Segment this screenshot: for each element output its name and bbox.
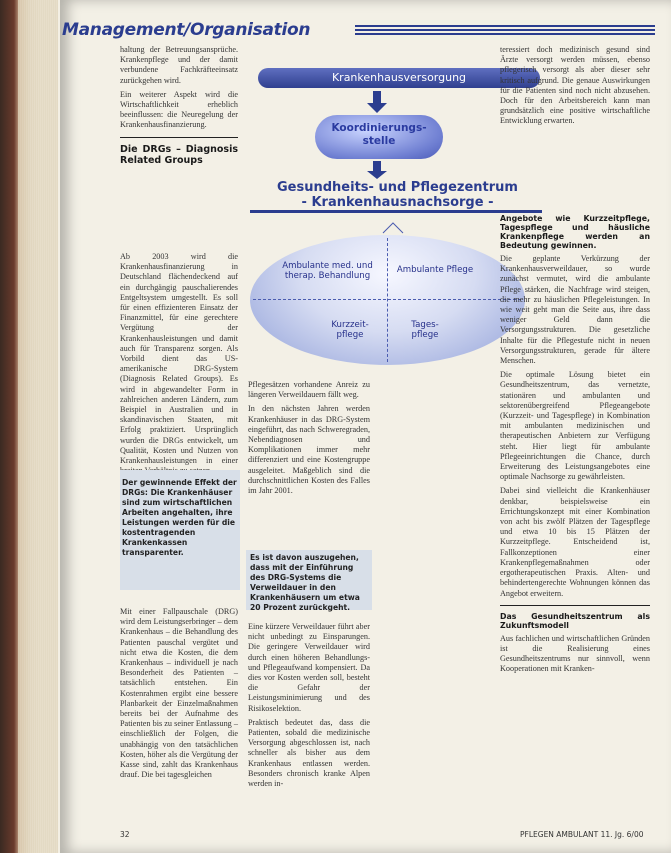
col3-paragraph-4: Dabei sind vielleicht die Krankenhäuser denkbar, beispielsweise ein Errichtungskonzept mit einer Kombination von acht bis zwölf Plätzen der Tagespflege und etwa 10 bis 15 Plätzen der Kurzzeitpflege. Entscheidend ist, Fallkonzeptionen einer Krankenpflegemaßnahmen oder ergotherapeutischen Praxis. Alten- und behindertengerechte Wohnungen können das Angebot erweitern. bbox=[500, 486, 650, 598]
page-number: 32 bbox=[120, 830, 130, 839]
arrow-up bbox=[383, 223, 403, 233]
column-1-top bbox=[120, 45, 238, 170]
col2-paragraph-2: In den nächsten Jahren werden Krankenhäuser in das DRG-System eingeführt, das nach Schweregraden, Nebendiagnosen und Komplikationen immer mehr differenziert und eine Kostengruppe ausgeleitet. Maßgeblich sind die durchschnittlichen Kosten des Falles im Jahr 2001. bbox=[248, 404, 370, 496]
col1-paragraph-2: Ein weiterer Aspekt wird die Wirtschaftlichkeit erheblich beeinflussen: die Neuregelung der Krankenhausfinanzierung. bbox=[120, 89, 238, 130]
col1-subheading-drg: Die DRGs – Diagnosis Related Groups bbox=[120, 143, 238, 166]
col3-paragraph-2: Die geplante Verkürzung der Krankenhausverweildauer, so wurde zunächst vermutet, wird die ambulante Pflege stärken, die Nachfrage wird steigen, die mehr zu häuslichen Pflegeleistungen. In wie weit geht man die Seite aus, ihre dass weniger Geld dann die Versorgungsstrukturen. Die gesetzliche Inhalte für die Pflegestufe nicht in neuen Versorgungsstrukturen, gerade für ältere Menschen. bbox=[500, 254, 650, 366]
center-line2: - Krankenhausnachsorge - bbox=[301, 195, 494, 210]
section-title: Management/Organisation bbox=[62, 20, 311, 40]
col1-highlight-text: Der gewinnende Effekt der DRGs: Die Krankenhäuser sind zum wirtschaftlichen Arbeiten angehalten, ihre Leistungen werden für die kostentragenden Krankenkassen transparenter. bbox=[122, 478, 237, 557]
col3-paragraph-5: Aus fachlichen und wirtschaftlichen Gründen ist die Realisierung eines Gesundheitszentrums nur sinnvoll, wenn Kooperationen mit Kranken- bbox=[500, 633, 650, 674]
ellipse-divider-horizontal bbox=[253, 299, 521, 300]
col3-subheading-future: Das Gesundheitszentrum als Zukunftsmodell bbox=[500, 611, 650, 630]
diagram-rule bbox=[250, 210, 542, 213]
ellipse-divider-vertical bbox=[387, 238, 388, 362]
coord-line2: stelle bbox=[362, 135, 396, 147]
quadrant-day-care: Tages-pflege bbox=[411, 320, 439, 340]
column-3-top bbox=[500, 45, 650, 205]
col3-paragraph-3: Die optimale Lösung bietet ein Gesundheitszentrum, das vernetzte, stationären und ambulanten und sektorenübergreifend Pflegeangebote (Kurzzeit- und Tagespflege) in Kombination mit ambulanten medizinischen und therapeutischen Anbietern zur Verfügung steht. Hier liegt für ambulante Pflegeeinrichtungen die Chance, durch Erweiterung des Leistungsangebotes eine optimale Nachsorge zu gewährleisten. bbox=[500, 370, 650, 482]
column-1-bottom bbox=[120, 607, 238, 822]
col3-rule bbox=[500, 605, 650, 606]
column-3-main bbox=[500, 210, 650, 830]
col3-paragraph-1: teressiert doch medizinisch gesund sind Ärzte versorgt werden müssen, ebenso pflegerisch versorgt als aber dieser sehr kritisch aufgrund. Die genaue Auswirkungen für die Patienten sind noch nicht abzusehen. Doch für den Arbeitsbereich kann man grundsätzlich eine positive wirtschaftliche Entwicklung erwarten. bbox=[500, 45, 650, 126]
col2-paragraph-4: Praktisch bedeutet das, dass die Patienten, sobald die medizinische Versorgung abgeschlossen ist, nach schneller als bisher aus dem Krankenhaus entlassen werden. Besonders chronisch kranke Alpen werden in- bbox=[248, 717, 370, 789]
quadrant-ambulant-treatment: Ambulante med. und therap. Behandlung bbox=[282, 261, 373, 281]
col2-paragraph-3: Eine kürzere Verweildauer führt aber nicht unbedingt zu Einsparungen. Die geringere Verweildauer wird durch einen höheren Behandlungs- und Pflegeaufwand kompensiert. Da dies vor Kosten werden soll, besteht die Gefahr der Leistungsminimierung und des Risikoselektion. bbox=[248, 622, 370, 713]
center-line1: Gesundheits- und Pflegezentrum bbox=[277, 180, 518, 195]
coord-line1: Koordinierungs- bbox=[331, 122, 427, 134]
column-1-drg-intro bbox=[120, 252, 238, 466]
hospital-care-bar: Krankenhausversorgung bbox=[258, 68, 540, 88]
column-2-top bbox=[248, 380, 370, 545]
journal-footer: PFLEGEN AMBULANT 11. Jg. 6/00 bbox=[520, 830, 644, 839]
col1-rule bbox=[120, 137, 238, 138]
col2-paragraph-1: Pflegesätzen vorhandene Anreiz zu längeren Verweildauern fällt weg. bbox=[248, 380, 370, 400]
quadrant-ambulant-care: Ambulante Pflege bbox=[396, 265, 474, 275]
quadrant-short-term-care: Kurzzeit-pflege bbox=[331, 320, 369, 340]
arrow-down-2 bbox=[367, 161, 387, 179]
col3-subheading-offers: Angebote wie Kurzzeitpflege, Tagespflege und häusliche Krankenpflege werden an Bedeutung gewinnen. bbox=[500, 214, 650, 250]
col1-paragraph-4: Mit einer Fallpauschale (DRG) wird dem Leistungserbringer – dem Krankenhaus – die Behandlung des Patienten pauschal vergütet und nicht etwa die Kosten, die dem Krankenhaus – individuell je nach Besonderheit des Patienten – tatsächlich entstehen. Ein Kostenrahmen ergibt eine bessere Planbarkeit der Einzelmaßnahmen bereits bei der Aufnahme des Patienten bis zu seiner Entlassung – einschließlich der Folgen, die unabhängig von den tatsächlichen Kosten, höher als die Vergütung der Kasse sind, zahlt das Krankenhaus drauf. Die bei tagesgleichen bbox=[120, 607, 238, 780]
coordination-node bbox=[315, 115, 443, 159]
col1-paragraph-3: Ab 2003 wird die Krankenhausfinanzierung in Deutschland flächendeckend auf ein durchgängig pauschalierendes Entgeltsystem umgestellt. Es soll für einen effizienteren Einsatz der Finanzmittel, für eine gerechtere Vergütung der Krankenhausleistungen und damit auch für Transparenz sorgen. Als Vorbild dient das US-amerikanische DRG-System (Diagnosis Related Groups). Es wird in abgewandelter Form in zahlreichen anderen Ländern, zum Beispiel in Australien und in skandinavischen Staaten, mit Erfolg praktiziert. Ursprünglich wurden die DRGs entwickelt, um Qualität, Kosten und Nutzen von Krankenhausleistungen in einer bbox=[120, 252, 238, 466]
column-2-bottom bbox=[248, 622, 370, 822]
page-edges bbox=[18, 0, 58, 853]
col2-highlight-text: Es ist davon auszugehen, dass mit der Einführung des DRG-Systems die Verweildauer in den Krankenhäusern um etwa 20 Prozent zurückgeht. bbox=[250, 553, 360, 612]
arrow-down-1 bbox=[367, 91, 387, 113]
col1-paragraph-1: haltung der Betreuungsansprüche. Krankenpflege und der damit verbundene Fachkräfteeinsatz zurückgehen wird. bbox=[120, 45, 238, 85]
header-rule bbox=[355, 25, 655, 37]
